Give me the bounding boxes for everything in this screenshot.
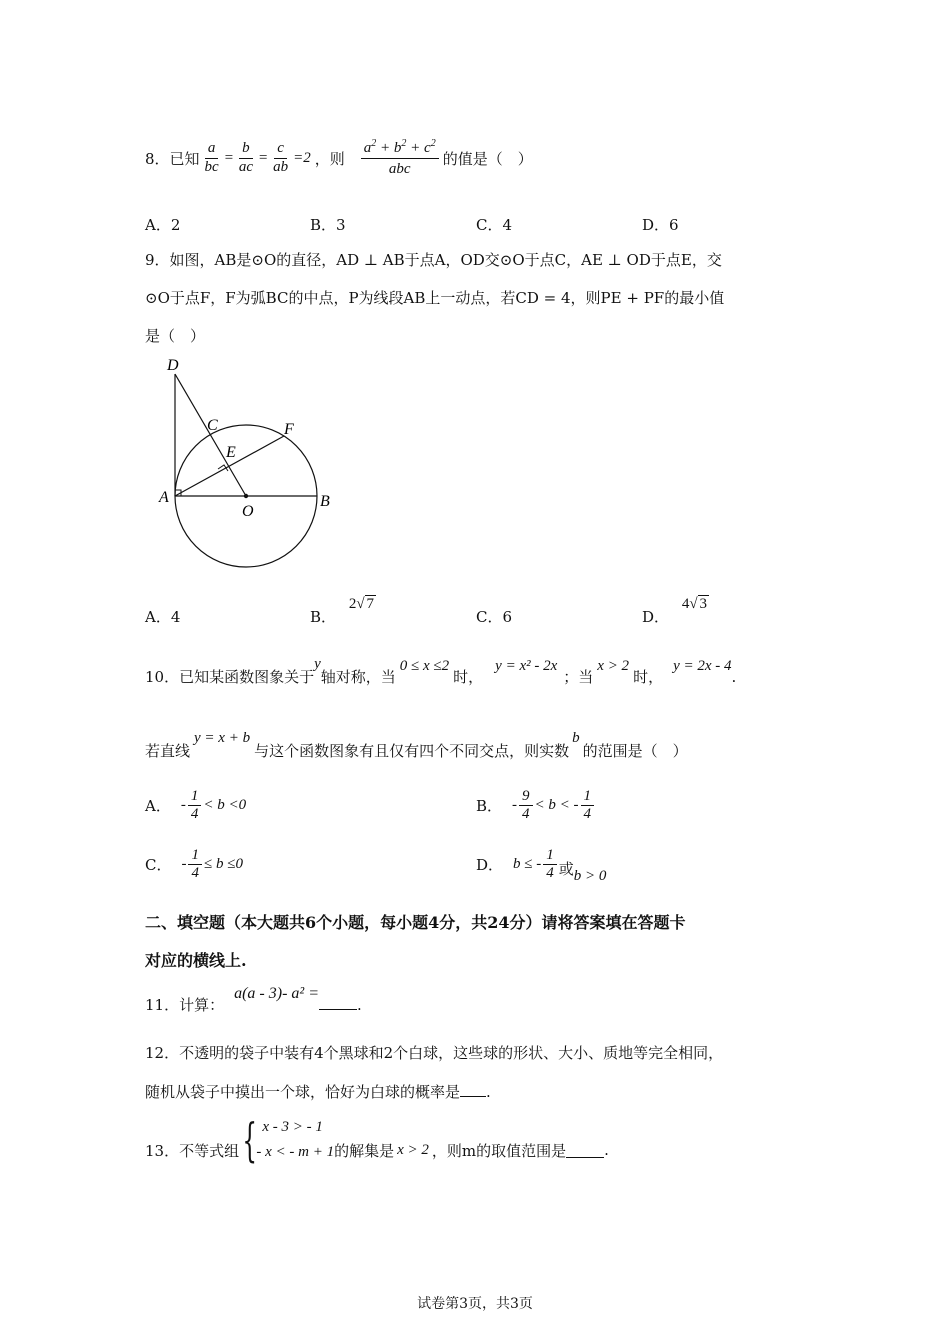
q10-option-c: C． - $\frac{1}{4}$ ≤ b ≤ 0 [145,847,243,882]
q8-option-c: C．4 [476,216,513,234]
q8-option-d: D．6 [642,216,679,234]
q9-line1: 9．如图，AB是⊙O的直径，AD ⊥ AB于点A，OD交⊙O于点C，AE ⊥ OD于点E，交 [145,251,722,269]
q8-condition: $\frac{a}{bc}$ = $\frac{b}{ac}$ = $\frac{c}{ab}$ =2 [204,140,311,175]
label-f: F [284,421,294,438]
q9-line3: 是（ ） [145,327,206,345]
section2-heading-line1: 二、填空题（本大题共6个小题，每小题4分，共24分）请将答案填在答题卡 [145,913,686,932]
q8-cond-mid: ，则 [314,149,345,168]
q13-line: 13．不等式组 { x - 3 > - 1 - x < - m + 1 的解集是 x > 2 ，则m的取值范围是 . [145,1113,609,1167]
q9-option-d: D． 4√ 3 [642,596,708,626]
q9-option-a: A．4 [145,608,181,626]
q8-line [145,128,533,188]
q13-brace: { [242,1113,258,1167]
q8-option-b: B．3 [310,216,346,234]
q11-line: 11．计算：a(a - 3)- a² =. [145,985,362,1014]
q9-figure [150,350,350,590]
q10-option-b: B． - $\frac{9}{4}$ < b < - $\frac{1}{4}$ [476,788,596,824]
label-e: E [226,444,236,461]
q12-line2: 随机从袋子中摸出一个球，恰好为白球的概率是 . [145,1083,491,1101]
q11-answer-blank[interactable] [319,995,357,1010]
q12-line1: 12．不透明的袋子中装有4个黑球和2个白球，这些球的形状、大小、质地等完全相同， [145,1044,724,1062]
q8-option-a: A．2 [145,216,181,234]
q13-answer-blank[interactable] [566,1143,604,1158]
label-c: C [207,417,218,434]
q10-line1: 10．已知某函数图象关于y轴对称，当0 ≤ x ≤2时，y = x² - 2x；当x > 2时，y = 2x - 4. [145,656,737,686]
label-d: D [167,357,179,374]
segment-do [175,374,246,496]
point-o [244,494,248,498]
label-b: B [320,493,330,510]
section2-heading-line2: 对应的横线上. [145,951,247,970]
q9-option-b: B． 2√ 7 [310,596,375,626]
q12-answer-blank[interactable] [460,1082,486,1097]
q10-option-a: A． - $\frac{1}{4}$ < b < 0 [145,788,247,823]
q8-number: 8．已知 [145,149,200,168]
label-o: O [242,503,254,520]
page-footer: 试卷第3页，共3页 [417,1296,533,1312]
q10-line2: 若直线y = x + b与这个函数图象有且仅有四个不同交点，则实数b的范围是（ ） [145,730,688,760]
q9-line2: ⊙O于点F，F为弧BC的中点，P为线段AB上一动点，若CD = 4，则PE + PF的最小值 [145,289,725,307]
label-a: A [159,489,169,506]
q10-option-d: D． b ≤ - $\frac{1}{4}$ 或 b > 0 [476,847,607,885]
q8-tail: 的值是（ ） [442,149,533,168]
q8-expression: $\frac{a^2 + b^2 + c^2}{\text{abc}}$ [359,138,441,178]
q9-option-c: C．6 [476,608,513,626]
